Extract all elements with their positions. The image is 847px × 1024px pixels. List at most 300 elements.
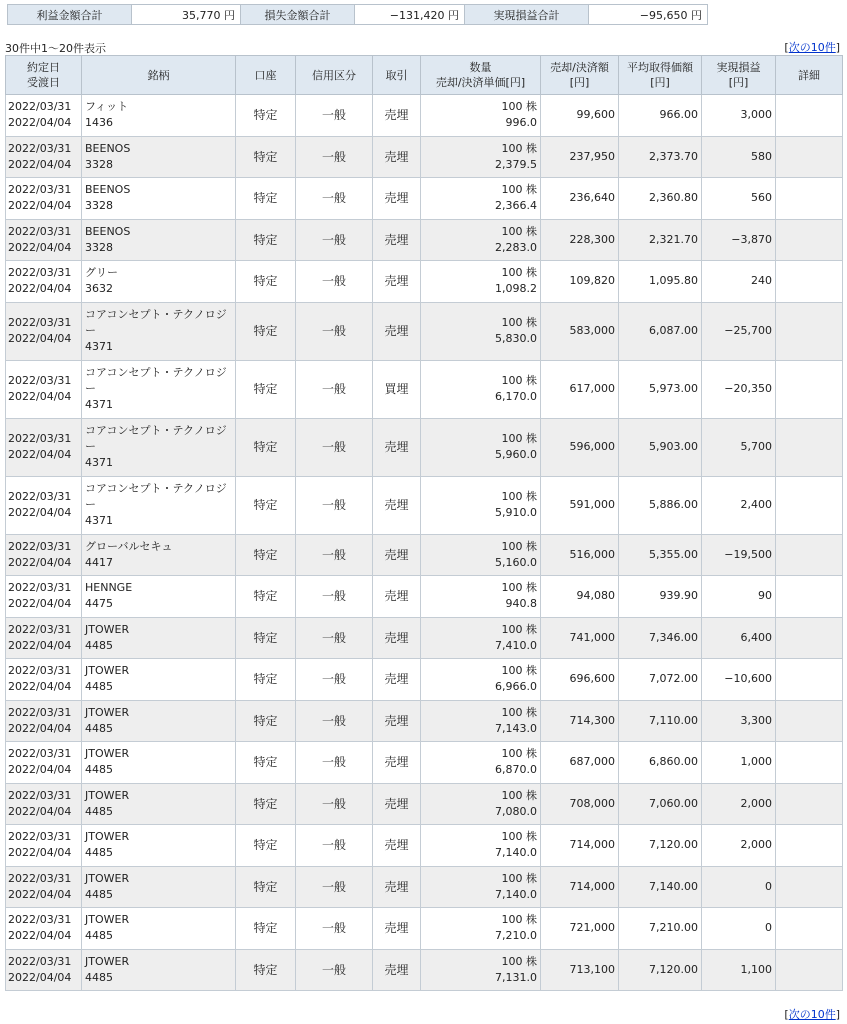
trade-dates: [6, 178, 82, 220]
security-code: 4485: [85, 970, 113, 984]
security-name: JTOWER: [85, 747, 130, 761]
settlement-amount: 591,000: [541, 476, 619, 534]
detail-cell: [776, 576, 843, 618]
trade-date: 2022/03/31: [8, 830, 72, 844]
detail-cell: [776, 700, 843, 742]
quantity: 100 株: [501, 664, 537, 678]
unit-price: 2,283.0: [495, 240, 537, 254]
header-detail: 詳細: [776, 56, 843, 95]
unit-price: 1,098.2: [495, 282, 537, 296]
table-row: [6, 783, 843, 825]
detail-cell: [776, 219, 843, 261]
trade-date: 2022/03/31: [8, 183, 72, 197]
settlement-date: 2022/04/04: [8, 597, 72, 611]
realized-pl: 240: [702, 261, 776, 303]
security-name: JTOWER: [85, 705, 130, 719]
security-cell: [82, 617, 236, 659]
settlement-date: 2022/04/04: [8, 929, 72, 943]
settlement-date: 2022/04/04: [8, 390, 72, 403]
trade-date: 2022/03/31: [8, 100, 72, 114]
account-type: 特定: [236, 360, 296, 418]
quantity-cell: [421, 178, 541, 220]
trade-type: 売埋: [373, 178, 421, 220]
credit-type: 一般: [296, 742, 373, 784]
trade-dates: [6, 908, 82, 950]
avg-acquisition-price: 7,060.00: [619, 783, 702, 825]
trade-date: 2022/03/31: [8, 664, 72, 678]
table-row: [6, 261, 843, 303]
realized-pl: 1,000: [702, 742, 776, 784]
quantity-cell: [421, 825, 541, 867]
table-row: [6, 866, 843, 908]
detail-cell: [776, 949, 843, 991]
security-code: 4485: [85, 721, 113, 735]
settlement-date: 2022/04/04: [8, 506, 72, 519]
security-name: コアコンセプト・テクノロジー: [85, 482, 227, 511]
account-type: 特定: [236, 825, 296, 867]
trade-type: 売埋: [373, 742, 421, 784]
trade-date: 2022/03/31: [8, 871, 72, 885]
settlement-date: 2022/04/04: [8, 680, 72, 694]
avg-acquisition-price: 966.00: [619, 95, 702, 137]
trade-dates: [6, 476, 82, 534]
security-name: コアコンセプト・テクノロジー: [85, 366, 227, 395]
security-name: フィット: [85, 100, 129, 114]
trade-date: 2022/03/31: [8, 141, 72, 155]
trade-date: 2022/03/31: [8, 747, 72, 761]
unit-price: 5,960.0: [495, 448, 537, 461]
detail-cell: [776, 178, 843, 220]
trade-dates: [6, 418, 82, 476]
security-name: JTOWER: [85, 913, 130, 927]
settlement-date: 2022/04/04: [8, 970, 72, 984]
quantity-cell: [421, 576, 541, 618]
settlement-date: 2022/04/04: [8, 199, 72, 213]
quantity: 100 株: [501, 141, 537, 155]
quantity: 100 株: [501, 539, 537, 553]
trade-type: 売埋: [373, 136, 421, 178]
avg-acquisition-price: 7,346.00: [619, 617, 702, 659]
trade-type: 売埋: [373, 261, 421, 303]
settlement-date: 2022/04/04: [8, 721, 72, 735]
quantity: 100 株: [501, 954, 537, 968]
trade-date: 2022/03/31: [8, 539, 72, 553]
trade-date: 2022/03/31: [8, 954, 72, 968]
detail-cell: [776, 534, 843, 576]
settlement-date: 2022/04/04: [8, 555, 72, 569]
avg-acquisition-price: 5,903.00: [619, 418, 702, 476]
next-10-link-bottom[interactable]: 次の10件: [788, 1008, 836, 1021]
table-row: [6, 949, 843, 991]
realized-pl: 560: [702, 178, 776, 220]
bracket-open: [: [784, 41, 789, 54]
quantity-cell: [421, 136, 541, 178]
trade-dates: [6, 825, 82, 867]
unit-price: 7,140.0: [495, 887, 537, 901]
table-row: [6, 825, 843, 867]
bracket-close: ]: [835, 41, 840, 54]
credit-type: 一般: [296, 783, 373, 825]
quantity: 100 株: [501, 432, 537, 445]
unit-price: 6,966.0: [495, 680, 537, 694]
settlement-date: 2022/04/04: [8, 638, 72, 652]
credit-type: 一般: [296, 178, 373, 220]
security-code: 4417: [85, 555, 113, 569]
settlement-date: 2022/04/04: [8, 846, 72, 860]
security-code: 3328: [85, 157, 113, 171]
realized-pl: 3,300: [702, 700, 776, 742]
settlement-amount: 237,950: [541, 136, 619, 178]
credit-type: 一般: [296, 360, 373, 418]
account-type: 特定: [236, 302, 296, 360]
table-row: [6, 136, 843, 178]
realized-pl: 3,000: [702, 95, 776, 137]
detail-cell: [776, 95, 843, 137]
trade-date: 2022/03/31: [8, 374, 72, 387]
detail-cell: [776, 742, 843, 784]
realized-pl: −19,500: [702, 534, 776, 576]
quantity-cell: [421, 659, 541, 701]
security-cell: [82, 360, 236, 418]
security-name: JTOWER: [85, 954, 130, 968]
realized-pl: 2,000: [702, 783, 776, 825]
credit-type: 一般: [296, 261, 373, 303]
trade-dates: [6, 700, 82, 742]
realized-pl: 2,000: [702, 825, 776, 867]
quantity: 100 株: [501, 100, 537, 114]
security-code: 3328: [85, 199, 113, 213]
security-cell: [82, 866, 236, 908]
avg-acquisition-price: 5,355.00: [619, 534, 702, 576]
profit-total-value: 35,770 円: [132, 5, 241, 25]
security-code: 4485: [85, 846, 113, 860]
security-name: BEENOS: [85, 141, 131, 155]
trade-type: 売埋: [373, 302, 421, 360]
trade-dates: [6, 742, 82, 784]
trade-date: 2022/03/31: [8, 316, 72, 329]
trade-date: 2022/03/31: [8, 432, 72, 445]
detail-cell: [776, 866, 843, 908]
quantity: 100 株: [501, 622, 537, 636]
quantity: 100 株: [501, 705, 537, 719]
security-cell: [82, 302, 236, 360]
avg-acquisition-price: 2,321.70: [619, 219, 702, 261]
credit-type: 一般: [296, 866, 373, 908]
credit-type: 一般: [296, 219, 373, 261]
realized-pl: 2,400: [702, 476, 776, 534]
settlement-amount: 516,000: [541, 534, 619, 576]
header-trade: 取引: [373, 56, 421, 95]
trade-date: 2022/03/31: [8, 490, 72, 503]
unit-price: 7,410.0: [495, 638, 537, 652]
trade-dates: [6, 261, 82, 303]
trade-dates: [6, 534, 82, 576]
security-cell: [82, 261, 236, 303]
quantity: 100 株: [501, 913, 537, 927]
quantity: 100 株: [501, 871, 537, 885]
settlement-amount: 94,080: [541, 576, 619, 618]
unit-price: 7,143.0: [495, 721, 537, 735]
security-code: 4485: [85, 680, 113, 694]
trade-type: 売埋: [373, 908, 421, 950]
result-count: 30件中1～20件表示: [5, 42, 106, 55]
quantity: 100 株: [501, 224, 537, 238]
account-type: 特定: [236, 908, 296, 950]
account-type: 特定: [236, 742, 296, 784]
trade-date: 2022/03/31: [8, 224, 72, 238]
security-name: JTOWER: [85, 788, 130, 802]
trade-dates: [6, 136, 82, 178]
table-row: [6, 360, 843, 418]
credit-type: 一般: [296, 617, 373, 659]
unit-price: 2,366.4: [495, 199, 537, 213]
security-cell: [82, 418, 236, 476]
settlement-amount: 228,300: [541, 219, 619, 261]
account-type: 特定: [236, 659, 296, 701]
settlement-date: 2022/04/04: [8, 240, 72, 254]
settlement-date: 2022/04/04: [8, 763, 72, 777]
detail-cell: [776, 418, 843, 476]
trade-dates: [6, 783, 82, 825]
security-cell: [82, 476, 236, 534]
quantity-cell: [421, 700, 541, 742]
credit-type: 一般: [296, 302, 373, 360]
realized-pl: 0: [702, 908, 776, 950]
settlement-amount: 713,100: [541, 949, 619, 991]
avg-acquisition-price: 939.90: [619, 576, 702, 618]
security-code: 4371: [85, 340, 113, 353]
quantity-cell: [421, 617, 541, 659]
trade-type: 売埋: [373, 700, 421, 742]
trade-dates: [6, 659, 82, 701]
trade-type: 売埋: [373, 783, 421, 825]
settlement-date: 2022/04/04: [8, 157, 72, 171]
trade-dates: [6, 302, 82, 360]
quantity: 100 株: [501, 581, 537, 595]
credit-type: 一般: [296, 659, 373, 701]
unit-price: 5,910.0: [495, 506, 537, 519]
trade-type: 売埋: [373, 866, 421, 908]
realized-pl: 1,100: [702, 949, 776, 991]
security-cell: [82, 949, 236, 991]
trade-type: 売埋: [373, 219, 421, 261]
security-cell: [82, 700, 236, 742]
table-header-row: [6, 56, 843, 95]
settlement-date: 2022/04/04: [8, 282, 72, 296]
account-type: 特定: [236, 95, 296, 137]
security-name: グローバルセキュ: [85, 539, 173, 553]
security-name: JTOWER: [85, 871, 130, 885]
trade-dates: [6, 617, 82, 659]
header-realized-pl: 実現損益 [円]: [702, 56, 776, 95]
security-cell: [82, 534, 236, 576]
header-name: 銘柄: [82, 56, 236, 95]
security-cell: [82, 742, 236, 784]
detail-cell: [776, 659, 843, 701]
security-cell: [82, 908, 236, 950]
settlement-date: 2022/04/04: [8, 116, 72, 130]
security-name: JTOWER: [85, 664, 130, 678]
unit-price: 6,870.0: [495, 763, 537, 777]
realized-total-label: 実現損益合計: [465, 5, 589, 25]
account-type: 特定: [236, 534, 296, 576]
settlement-amount: 687,000: [541, 742, 619, 784]
settlement-amount: 617,000: [541, 360, 619, 418]
security-cell: [82, 219, 236, 261]
settlement-amount: 708,000: [541, 783, 619, 825]
settlement-amount: 99,600: [541, 95, 619, 137]
avg-acquisition-price: 7,120.00: [619, 825, 702, 867]
quantity-cell: [421, 534, 541, 576]
avg-acquisition-price: 7,072.00: [619, 659, 702, 701]
settlement-amount: 696,600: [541, 659, 619, 701]
table-row: [6, 219, 843, 261]
table-row: [6, 742, 843, 784]
avg-acquisition-price: 2,360.80: [619, 178, 702, 220]
quantity-cell: [421, 261, 541, 303]
quantity: 100 株: [501, 788, 537, 802]
security-name: JTOWER: [85, 830, 130, 844]
quantity-cell: [421, 742, 541, 784]
security-code: 1436: [85, 116, 113, 130]
table-row: [6, 659, 843, 701]
credit-type: 一般: [296, 418, 373, 476]
avg-acquisition-price: 5,886.00: [619, 476, 702, 534]
header-avg-price: 平均取得価額 [円]: [619, 56, 702, 95]
unit-price: 5,830.0: [495, 332, 537, 345]
header-account: 口座: [236, 56, 296, 95]
table-row: [6, 576, 843, 618]
credit-type: 一般: [296, 476, 373, 534]
settlement-amount: 236,640: [541, 178, 619, 220]
credit-type: 一般: [296, 700, 373, 742]
security-cell: [82, 783, 236, 825]
security-code: 4485: [85, 804, 113, 818]
realized-pl: 5,700: [702, 418, 776, 476]
account-type: 特定: [236, 783, 296, 825]
account-type: 特定: [236, 949, 296, 991]
quantity: 100 株: [501, 830, 537, 844]
trade-dates: [6, 219, 82, 261]
quantity: 100 株: [501, 266, 537, 280]
trade-type: 売埋: [373, 534, 421, 576]
bracket-open: [: [784, 1008, 789, 1021]
unit-price: 7,140.0: [495, 846, 537, 860]
avg-acquisition-price: 1,095.80: [619, 261, 702, 303]
security-cell: [82, 659, 236, 701]
account-type: 特定: [236, 136, 296, 178]
trade-type: 売埋: [373, 576, 421, 618]
realized-pl: −20,350: [702, 360, 776, 418]
settlement-amount: 714,000: [541, 866, 619, 908]
quantity: 100 株: [501, 316, 537, 329]
trade-date: 2022/03/31: [8, 266, 72, 280]
next-page-top: [784, 39, 840, 55]
realized-total-value: −95,650 円: [589, 5, 708, 25]
unit-price: 6,170.0: [495, 390, 537, 403]
header-credit: 信用区分: [296, 56, 373, 95]
header-dates: 約定日 受渡日: [6, 56, 82, 95]
quantity: 100 株: [501, 747, 537, 761]
security-code: 4475: [85, 597, 113, 611]
credit-type: 一般: [296, 534, 373, 576]
realized-pl: 6,400: [702, 617, 776, 659]
settlement-amount: 741,000: [541, 617, 619, 659]
table-row: [6, 700, 843, 742]
credit-type: 一般: [296, 576, 373, 618]
avg-acquisition-price: 6,087.00: [619, 302, 702, 360]
trade-type: 売埋: [373, 617, 421, 659]
account-type: 特定: [236, 617, 296, 659]
loss-total-label: 損失金額合計: [241, 5, 355, 25]
avg-acquisition-price: 7,210.00: [619, 908, 702, 950]
table-row: [6, 617, 843, 659]
security-name: BEENOS: [85, 224, 131, 238]
trade-dates: [6, 95, 82, 137]
avg-acquisition-price: 7,110.00: [619, 700, 702, 742]
next-page-bottom: [784, 1006, 840, 1022]
trade-dates: [6, 360, 82, 418]
security-code: 3328: [85, 240, 113, 254]
security-code: 4485: [85, 763, 113, 777]
security-cell: [82, 95, 236, 137]
credit-type: 一般: [296, 825, 373, 867]
security-name: グリー: [85, 266, 118, 280]
unit-price: 7,210.0: [495, 929, 537, 943]
table-row: [6, 95, 843, 137]
credit-type: 一般: [296, 949, 373, 991]
detail-cell: [776, 825, 843, 867]
trade-history-table: [5, 55, 843, 991]
trade-type: 買埋: [373, 360, 421, 418]
realized-pl: −3,870: [702, 219, 776, 261]
security-cell: [82, 825, 236, 867]
detail-cell: [776, 136, 843, 178]
unit-price: 5,160.0: [495, 555, 537, 569]
avg-acquisition-price: 6,860.00: [619, 742, 702, 784]
account-type: 特定: [236, 576, 296, 618]
avg-acquisition-price: 5,973.00: [619, 360, 702, 418]
settlement-date: 2022/04/04: [8, 887, 72, 901]
next-10-link-top[interactable]: 次の10件: [788, 41, 836, 54]
settlement-amount: 583,000: [541, 302, 619, 360]
quantity: 100 株: [501, 183, 537, 197]
account-type: 特定: [236, 700, 296, 742]
table-row: [6, 302, 843, 360]
security-name: JTOWER: [85, 622, 130, 636]
security-name: HENNGE: [85, 581, 133, 595]
account-type: 特定: [236, 178, 296, 220]
detail-cell: [776, 908, 843, 950]
bracket-close: ]: [835, 1008, 840, 1021]
trade-dates: [6, 866, 82, 908]
security-code: 4485: [85, 638, 113, 652]
quantity: 100 株: [501, 490, 537, 503]
quantity-cell: [421, 95, 541, 137]
quantity-cell: [421, 949, 541, 991]
quantity-cell: [421, 219, 541, 261]
detail-cell: [776, 476, 843, 534]
trade-type: 売埋: [373, 476, 421, 534]
quantity-cell: [421, 418, 541, 476]
trade-date: 2022/03/31: [8, 913, 72, 927]
unit-price: 7,131.0: [495, 970, 537, 984]
quantity-cell: [421, 476, 541, 534]
unit-price: 996.0: [505, 116, 537, 130]
realized-pl: 580: [702, 136, 776, 178]
settlement-amount: 721,000: [541, 908, 619, 950]
quantity-cell: [421, 866, 541, 908]
